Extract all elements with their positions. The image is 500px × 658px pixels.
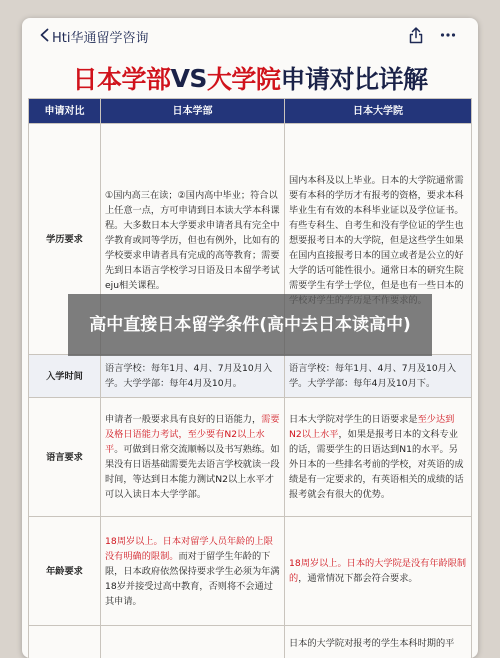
page-title [22,52,478,104]
top-bar [22,18,478,52]
row-label: 入学时间 [29,355,101,398]
title-part-undergrad: 日本学部 [73,60,171,96]
cell-text: ，通常情况下都会符合要求。 [298,573,417,584]
table-header: 日本大学院 [285,99,472,124]
caption-overlay [68,294,432,356]
undergrad-cell [101,517,285,626]
cell-text: 申请者一般要求具有良好的日语能力， [105,414,261,425]
title-part-grad: 大学院 [207,60,281,96]
grad-cell [285,517,472,626]
table-header: 日本学部 [101,99,285,124]
cell-text: 日本大学院对学生的日语要求是 [289,414,418,425]
caption-text: 高中直接日本留学条件(高中去日本读高中) [85,313,415,337]
brand-name: Hti华通留学咨询 [52,27,149,46]
grad-cell [285,398,472,517]
grad-cell: 国内本科及以上毕业。日本的大学院通常需要有本科的学历才有报考的资格，要求本科毕业生有有效的本科毕业证以及学位证书。有些专科生、自考生和没有学位证的学生也想要报考日本的大学院，但是这些学生如果在国内直接报考日本的国立或者是公立的好大学的话可能性很小。通常日本的研究生院需要学生有学士学位，但是也有一些日本的 [285,124,472,355]
table-row [29,398,472,517]
undergrad-cell [101,626,285,658]
cell-text: 。可做到日常交流顺畅以及书写熟练。如果没有日语基础需要先去语言学校就读一段时间，等达到日本能力测试N2以上水平才可以入读日本大学学部。 [105,444,280,500]
table-row [29,517,472,626]
title-part-vs: VS [171,64,207,93]
chevron-left-icon[interactable] [38,28,52,42]
comparison-table [28,98,472,658]
cell-highlight: 18周岁以上。日本的大学院是没有年龄限制的 [289,558,466,584]
cell-text: 而对于留学生年龄的下限，日本政府依然保持要求学生必须为年满18岁并接受过高中教育，否则将不会通过其申请。 [105,551,280,607]
table-header-row [29,99,472,124]
row-label [29,626,101,658]
row-label: 年龄要求 [29,517,101,626]
table-row [29,626,472,658]
cell-highlight: 18周岁以上。日本对留学人员年龄的上限没有明确的限制。 [105,536,273,562]
grad-cell: 日本的大学院对报考的学生本科时期的平 [285,626,472,658]
title-part-compare: 申请对比详解 [280,60,427,96]
cell-highlight: 需要及格日语能力考试，至少要有N2以上水平 [105,414,280,455]
more-horizontal-icon[interactable] [440,27,456,43]
grad-cell: 语言学校：每年1月、4月、7月及10月入学。大学学部：每年4月及10月下。 [285,355,472,398]
table-row [29,355,472,398]
undergrad-cell: ①国内高三在读；②国内高中毕业；符合以上任意一点，方可申请到日本读大学本科课程。大多数日本大学要求申请者具有完全中学教育或同等学历，但也有例外，比如有的学校要求申请者具有完成的高等教育；需要先到日本语言学校学习日语及日本留学考试eju相关课程。 [101,124,285,355]
undergrad-cell [101,398,285,517]
row-label: 语言要求 [29,398,101,517]
table-header: 申请对比 [29,99,101,124]
undergrad-cell: 语言学校：每年1月、4月、7月及10月入学。大学学部：每年4月及10月。 [101,355,285,398]
row-label: 学历要求 [29,124,101,355]
share-icon[interactable] [408,27,424,44]
cell-text: ，如果是报考日本的文科专业的话，需要学生的日语达到N1的水平。另外日本的一些排名考前的学校，对英语的成绩是有一定要求的，有英语相关的成绩的话报考就会有很大的优势。 [289,429,464,500]
cell-highlight: 至少达到N2以上水平 [289,414,454,440]
